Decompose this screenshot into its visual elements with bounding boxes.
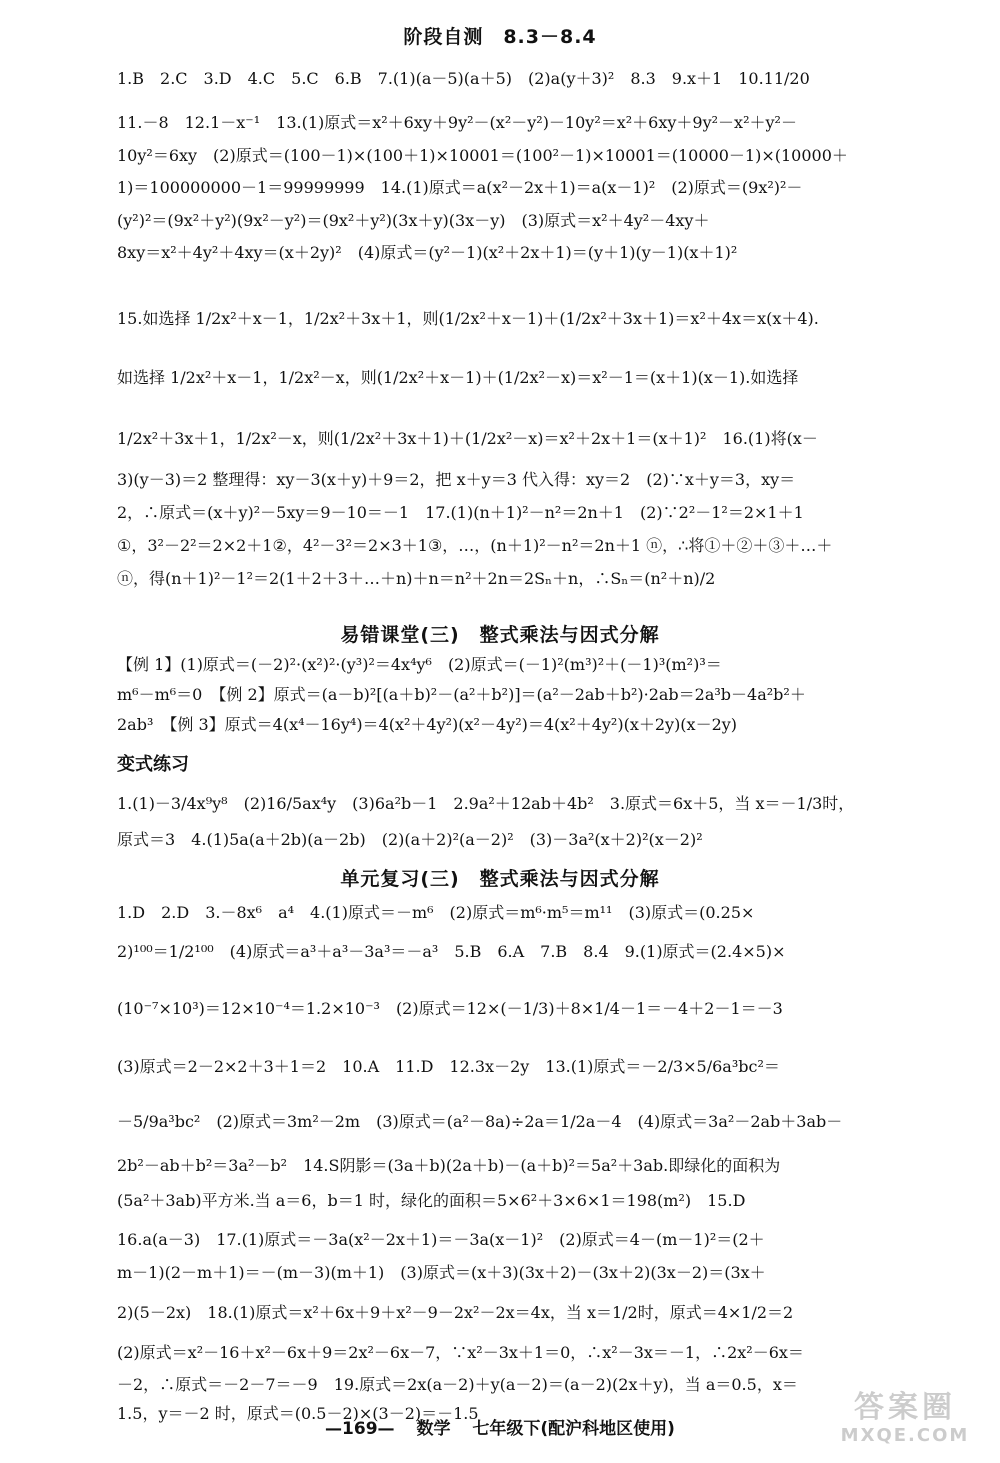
answer-line: 1.D 2.D 3.－8x⁶ a⁴ 4.(1)原式＝－m⁶ (2)原式＝m⁶·m⁵＝m¹¹ (3)原式＝(0.25× — [117, 903, 755, 922]
answer-line: 2，∴原式＝(x＋y)²－5xy＝9－10＝－1 17.(1)(n＋1)²－n²＝2n＋1 (2)∵2²－1²＝2×1＋1 — [117, 503, 804, 522]
answer-line: 8xy＝x²＋4y²＋4xy＝(x＋2y)² (4)原式＝(y²－1)(x²＋2x＋1)＝(y＋1)(y－1)(x＋1)² — [117, 243, 738, 262]
answer-line: 10y²＝6xy (2)原式＝(100－1)×(100＋1)×10001＝(100²－1)×10001＝(10000－1)×(10000＋ — [117, 146, 848, 165]
page-number: —169— — [325, 1419, 395, 1439]
answer-line: 1)＝100000000－1＝99999999 14.(1)原式＝a(x²－2x＋1)＝a(x－1)² (2)原式＝(9x²)²－ — [117, 178, 803, 197]
answer-line: 1.B 2.C 3.D 4.C 5.C 6.B 7.(1)(a－5)(a＋5) (2)a(y＋3)² 8.3 9.x＋1 10.11/20 — [117, 69, 810, 88]
answer-line: (10⁻⁷×10³)＝12×10⁻⁴＝1.2×10⁻³ (2)原式＝12×(－1/3)＋8×1/4－1＝－4＋2－1＝－3 — [117, 999, 783, 1018]
answer-line: 15.如选择 1/2x²＋x－1，1/2x²＋3x＋1，则(1/2x²＋x－1)＋(1/2x²＋3x＋1)＝x²＋4x＝x(x＋4). — [117, 309, 819, 328]
answer-line: (y²)²＝(9x²＋y²)(9x²－y²)＝(9x²＋y²)(3x＋y)(3x－y) (3)原式＝x²＋4y²－4xy＋ — [117, 211, 710, 230]
answer-line: 2)(5－2x) 18.(1)原式＝x²＋6x＋9＋x²－9－2x²－2x＝4x，当 x＝1/2时，原式＝4×1/2＝2 — [117, 1303, 794, 1322]
answer-line: 1.5，y＝－2 时，原式＝(0.5－2)×(3－2)＝－1.5 — [117, 1404, 479, 1423]
watermark-bottom-text: MXQE.COM — [840, 1425, 970, 1446]
footer-grade: 七年级下(配沪科地区使用) — [472, 1419, 675, 1439]
answer-line: 如选择 1/2x²＋x－1，1/2x²－x，则(1/2x²＋x－1)＋(1/2x²－x)＝x²－1＝(x＋1)(x－1).如选择 — [117, 368, 799, 387]
watermark-top-text: 答案圈 — [854, 1390, 956, 1425]
footer-subject: 数学 — [416, 1419, 451, 1439]
watermark-logo — [830, 1390, 980, 1455]
answer-line: 2b²－ab＋b²＝3a²－b² 14.S阴影＝(3a＋b)(2a＋b)－(a＋b)²＝5a²＋3ab.即绿化的面积为 — [117, 1156, 781, 1175]
answer-line: 2)¹⁰⁰＝1/2¹⁰⁰ (4)原式＝a³＋a³－3a³＝－a³ 5.B 6.A 7.B 8.4 9.(1)原式＝(2.4×5)× — [117, 942, 786, 961]
answer-line: ⓝ，得(n＋1)²－1²＝2(1＋2＋3＋…＋n)＋n＝n²＋2n＝2Sₙ＋n，∴Sₙ＝(n²＋n)/2 — [117, 569, 716, 588]
answer-line: ①，3²－2²＝2×2＋1②，4²－3²＝2×3＋1③，…，(n＋1)²－n²＝2n＋1 ⓝ，∴将①＋②＋③＋…＋ — [117, 536, 833, 555]
section-title-unit-review: 单元复习(三) 整式乘法与因式分解 — [340, 868, 660, 890]
answer-line: 1.(1)－3/4x⁹y⁸ (2)16/5ax⁴y (3)6a²b－1 2.9a²＋12ab＋4b² 3.原式＝6x＋5，当 x＝－1/3时， — [117, 794, 855, 813]
answer-line: －2，∴原式＝－2－7＝－9 19.原式＝2x(a－2)＋y(a－2)＝(a－2)(2x＋y)，当 a＝0.5，x＝ — [117, 1375, 798, 1394]
answer-line: 【例 1】(1)原式＝(－2)²·(x²)²·(y³)²＝4x⁴y⁶ (2)原式＝(－1)²(m³)²＋(－1)³(m²)³＝ — [117, 655, 722, 674]
answer-line: (2)原式＝x²－16＋x²－6x＋9＝2x²－6x－7，∵x²－3x＋1＝0，∴x²－3x＝－1，∴2x²－6x＝ — [117, 1343, 804, 1362]
answer-line: 3)(y－3)＝2 整理得：xy－3(x＋y)＋9＝2，把 x＋y＝3 代入得：xy＝2 (2)∵x＋y＝3，xy＝ — [117, 470, 796, 489]
answer-line: 1/2x²＋3x＋1，1/2x²－x，则(1/2x²＋3x＋1)＋(1/2x²－x)＝x²＋2x＋1＝(x＋1)² 16.(1)将(x－ — [117, 429, 818, 448]
section-title-stage-test: 阶段自测 8.3－8.4 — [403, 26, 597, 48]
answer-line: m－1)(2－m＋1)＝－(m－3)(m＋1) (3)原式＝(x＋3)(3x＋2)－(3x＋2)(3x－2)＝(3x＋ — [117, 1263, 766, 1282]
answer-line: m⁶－m⁶＝0 【例 2】原式＝(a－b)²[(a＋b)²－(a²＋b²)]＝(a²－2ab＋b²)·2ab＝2a³b－4a²b²＋ — [117, 685, 806, 704]
answer-line: －5/9a³bc² (2)原式＝3m²－2m (3)原式＝(a²－8a)÷2a＝1/2a－4 (4)原式＝3a²－2ab＋3ab－ — [117, 1112, 843, 1131]
answer-line: (3)原式＝2－2×2＋3＋1＝2 10.A 11.D 12.3x－2y 13.(1)原式＝－2/3×5/6a³bc²＝ — [117, 1057, 780, 1076]
answer-line: 原式＝3 4.(1)5a(a＋2b)(a－2b) (2)(a＋2)²(a－2)² (3)－3a²(x＋2)²(x－2)² — [117, 830, 703, 849]
answer-line: (5a²＋3ab)平方米.当 a＝6，b＝1 时，绿化的面积＝5×6²＋3×6×1＝198(m²) 15.D — [117, 1191, 746, 1210]
answer-line: 16.a(a－3) 17.(1)原式＝－3a(x²－2x＋1)＝－3a(x－1)² (2)原式＝4－(m－1)²＝(2＋ — [117, 1230, 765, 1249]
section-title-error-prone: 易错课堂(三) 整式乘法与因式分解 — [340, 624, 660, 646]
subsection-title-variant-practice: 变式练习 — [117, 754, 189, 775]
answer-line: 11.－8 12.1－x⁻¹ 13.(1)原式＝x²＋6xy＋9y²－(x²－y²)－10y²＝x²＋6xy＋9y²－x²＋y²－ — [117, 113, 797, 132]
answer-line: 2ab³ 【例 3】原式＝4(x⁴－16y⁴)＝4(x²＋4y²)(x²－4y²)＝4(x²＋4y²)(x＋2y)(x－2y) — [117, 715, 738, 734]
